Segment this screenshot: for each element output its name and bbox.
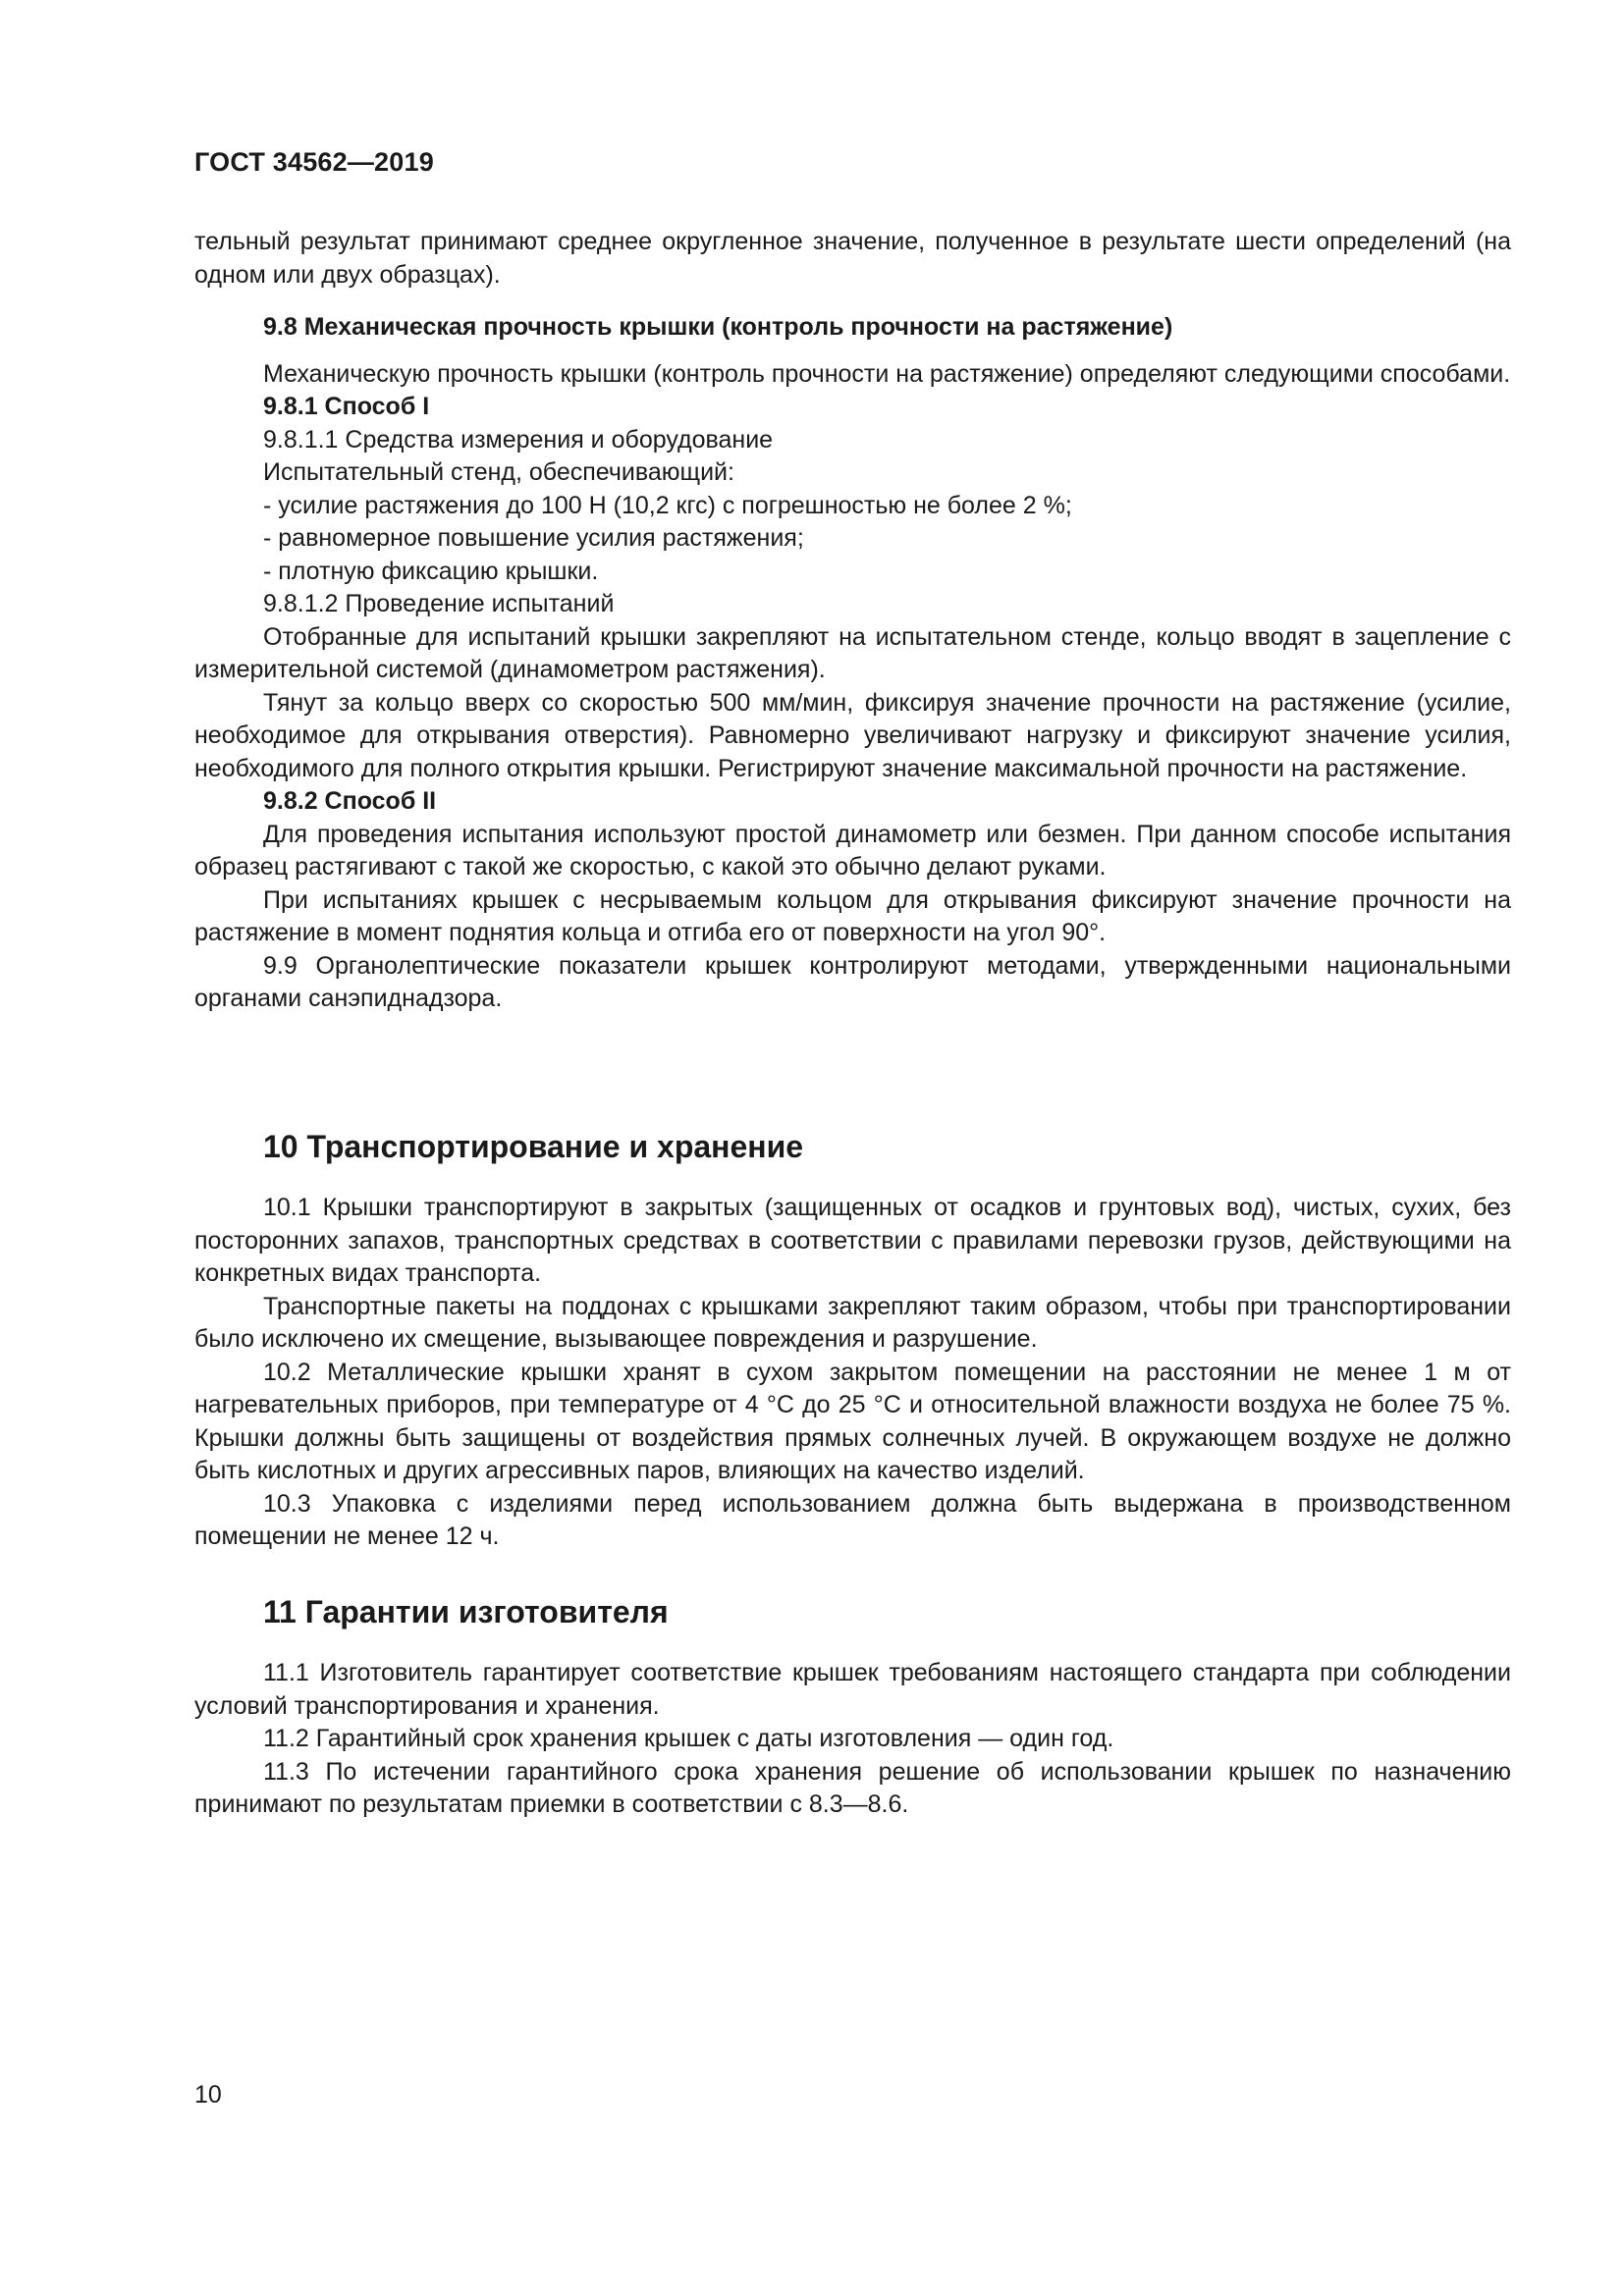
subsection-9-8-1-title: 9.8.1 Способ I [263,393,430,420]
paragraph-9-9: 9.9 Органолептические показатели крышек контролируют методами, утвержденными национальными органами санэпиднадзора. [194,951,1511,1012]
paragraph-stand: Испытательный стенд, обеспечивающий: [263,458,734,486]
paragraph-11-3: 11.3 По истечении гарантийного срока хранения решение об использовании крышек по назначению принимают по результатам приемки в соответствии с 8.3—8.6. [194,1757,1511,1818]
document-header: ГОСТ 34562—2019 [194,147,434,177]
paragraph-11-2: 11.2 Гарантийный срок хранения крышек с даты изготовления — один год. [263,1725,1114,1752]
paragraph-continuation: тельный результат принимают среднее округленное значение, полученное в результате шести определений (на одном или двух образцах). [194,228,1511,289]
page-number: 10 [194,2081,222,2109]
section-11-block [194,1657,1511,1822]
section-9-block [194,226,1511,1016]
section-11-title: 11 Гарантии изготовителя [263,1594,669,1629]
list-item: - усилие растяжения до 100 Н (10,2 кгс) с погрешностью не более 2 %; [263,491,1072,519]
paragraph-10-3: 10.3 Упаковка с изделиями перед использованием должна быть выдержана в производственном помещении не менее 12 ч. [194,1489,1511,1550]
section-10-title: 10 Транспортирование и хранение [263,1129,804,1164]
section-10-block [194,1192,1511,1554]
paragraph-dynamometer: Для проведения испытания используют простой динамометр или безмен. При данном способе испытания образец растягивают с такой же скоростью, с какой это обычно делают руками. [194,820,1511,881]
list-item: - плотную фиксацию крышки. [263,557,599,585]
paragraph-10-1: 10.1 Крышки транспортируют в закрытых (защищенных от осадков и грунтовых вод), чистых, сухих, без посторонних запахов, транспортных средствах в соответствии с правилами перевозки грузов, действующими на конкретных видах транспорта. [194,1194,1511,1287]
paragraph-packages: Транспортные пакеты на поддонах с крышками закрепляют таким образом, чтобы при транспортировании было исключено их смещение, вызывающее повреждения и разрушение. [194,1292,1511,1353]
paragraph-ring: При испытаниях крышек с несрываемым кольцом для открывания фиксируют значение прочности на растяжение в момент поднятия кольца и отгиба его от поверхности на угол 90°. [194,885,1511,946]
subsection-9-8-title: 9.8 Механическая прочность крышки (контроль прочности на растяжение) [263,313,1173,341]
paragraph-10-2: 10.2 Металлические крышки хранят в сухом закрытом помещении на расстоянии не менее 1 м от нагревательных приборов, при температуре от 4 °С до 25 °С и относительной влажности воздуха не более 75 %. Крышки должны быть защищены от воздействия прямых солнечных лучей. В окружающем воздухе не должно быть кислотных и других агрессивных паров, влияющих на качество изделий. [194,1358,1511,1484]
list-item: - равномерное повышение усилия растяжения; [263,524,804,552]
paragraph-9-8-intro: Механическую прочность крышки (контроль прочности на растяжение) определяют следующими способами. [263,359,1511,388]
subsection-9-8-2-title: 9.8.2 Способ II [263,787,437,815]
paragraph-11-1: 11.1 Изготовитель гарантирует соответствие крышек требованиям настоящего стандарта при соблюдении условий транспортирования и хранения. [194,1659,1511,1720]
subsection-9-8-1-1-title: 9.8.1.1 Средства измерения и оборудование [263,425,774,454]
paragraph-pull: Тянут за кольцо вверх со скоростью 500 мм/мин, фиксируя значение прочности на растяжение (усилие, необходимое для открывания отверстия). Равномерно увеличивают нагрузку и фиксируют значение усилия, необходимого для полного открытия крышки. Регистрируют значение максимальной прочности на растяжение. [194,688,1511,782]
subsection-9-8-1-2-title: 9.8.1.2 Проведение испытаний [263,590,615,617]
paragraph-fixation: Отобранные для испытаний крышки закрепляют на испытательном стенде, кольцо вводят в зацепление с измерительной системой (динамометром растяжения). [194,622,1511,683]
